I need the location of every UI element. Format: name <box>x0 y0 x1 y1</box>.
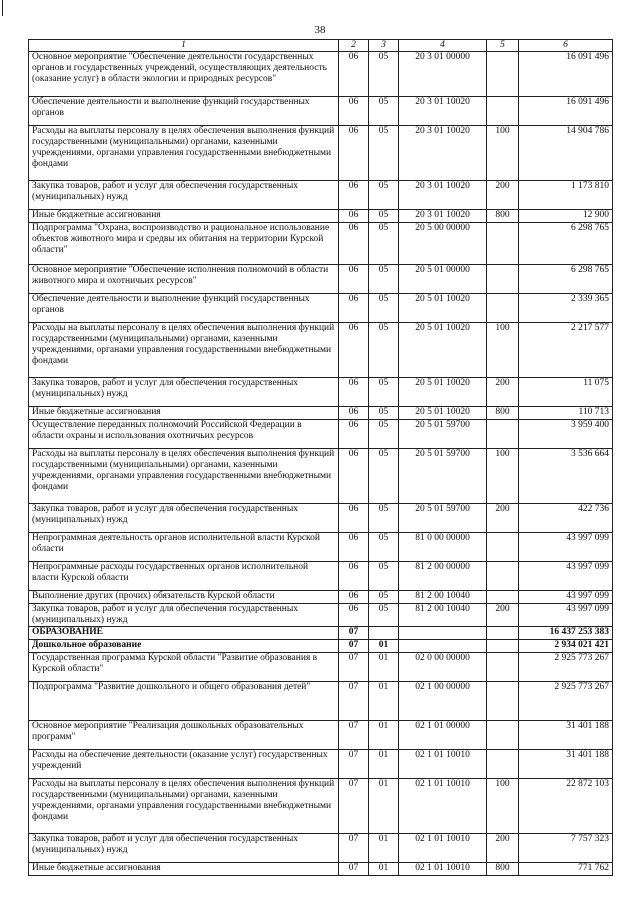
row-expense-type-cell <box>487 653 519 682</box>
col-header-3: 3 <box>369 40 399 52</box>
row-name-cell: Расходы на обеспечение деятельности (оказание услуг) государственных учреждений <box>29 750 339 779</box>
table-row <box>29 181 613 210</box>
row-expense-type-cell: 200 <box>487 834 519 863</box>
row-amount-cell: 1 173 810 <box>519 181 613 210</box>
table-row <box>29 721 613 750</box>
row-expense-type-cell <box>487 97 519 126</box>
row-amount-cell: 16 437 253 383 <box>519 627 613 640</box>
table-row <box>29 604 613 627</box>
row-subsection-cell: 01 <box>369 750 399 779</box>
row-subsection-cell: 05 <box>369 591 399 604</box>
row-name-cell: Иные бюджетные ассигнования <box>29 210 339 223</box>
col-header-4: 4 <box>399 40 487 52</box>
table-row <box>29 97 613 126</box>
row-expense-type-cell <box>487 591 519 604</box>
row-subsection-cell: 01 <box>369 779 399 834</box>
row-subsection-cell: 05 <box>369 420 399 449</box>
column-number-row <box>29 40 613 52</box>
row-subsection-cell: 01 <box>369 863 399 876</box>
table-row <box>29 750 613 779</box>
row-target-article-cell: 81 2 00 10040 <box>399 604 487 627</box>
row-name-cell: Выполнение других (прочих) обязательств Курской области <box>29 591 339 604</box>
table-row <box>29 294 613 323</box>
row-amount-cell: 43 997 099 <box>519 533 613 562</box>
row-expense-type-cell: 200 <box>487 181 519 210</box>
table-row <box>29 378 613 407</box>
row-target-article-cell: 20 5 01 10020 <box>399 294 487 323</box>
row-expense-type-cell: 100 <box>487 449 519 504</box>
row-amount-cell: 6 298 765 <box>519 223 613 265</box>
table-row <box>29 323 613 378</box>
row-section-cell: 07 <box>339 721 369 750</box>
row-section-cell: 06 <box>339 210 369 223</box>
row-section-cell: 06 <box>339 591 369 604</box>
row-amount-cell: 22 872 103 <box>519 779 613 834</box>
row-subsection-cell: 05 <box>369 265 399 294</box>
row-section-cell: 06 <box>339 562 369 591</box>
row-section-cell: 06 <box>339 504 369 533</box>
row-section-cell: 07 <box>339 627 369 640</box>
row-target-article-cell: 20 5 01 59700 <box>399 420 487 449</box>
row-name-cell: Закупка товаров, работ и услуг для обеспечения государственных (муниципальных) нужд <box>29 604 339 627</box>
row-expense-type-cell <box>487 420 519 449</box>
row-amount-cell: 43 997 099 <box>519 604 613 627</box>
row-amount-cell: 43 997 099 <box>519 562 613 591</box>
row-expense-type-cell: 800 <box>487 210 519 223</box>
row-amount-cell: 12 900 <box>519 210 613 223</box>
page-edge-mark <box>2 0 3 16</box>
row-section-cell: 07 <box>339 653 369 682</box>
table-row <box>29 533 613 562</box>
row-name-cell: Обеспечение деятельности и выполнение функций государственных органов <box>29 294 339 323</box>
row-section-cell: 06 <box>339 181 369 210</box>
row-amount-cell: 11 075 <box>519 378 613 407</box>
row-name-cell: Подпрограмма "Развитие дошкольного и общего образования детей" <box>29 682 339 721</box>
row-target-article-cell: 02 1 01 00000 <box>399 721 487 750</box>
row-expense-type-cell: 200 <box>487 378 519 407</box>
row-target-article-cell: 20 5 00 00000 <box>399 223 487 265</box>
table-row <box>29 223 613 265</box>
row-target-article-cell: 02 1 01 10010 <box>399 779 487 834</box>
row-name-cell: Обеспечение деятельности и выполнение функций государственных органов <box>29 97 339 126</box>
row-section-cell: 07 <box>339 640 369 653</box>
row-section-cell: 06 <box>339 533 369 562</box>
row-subsection-cell: 05 <box>369 126 399 181</box>
row-amount-cell: 14 904 786 <box>519 126 613 181</box>
row-amount-cell: 2 339 365 <box>519 294 613 323</box>
row-expense-type-cell <box>487 533 519 562</box>
col-header-5: 5 <box>487 40 519 52</box>
row-expense-type-cell <box>487 721 519 750</box>
row-expense-type-cell: 800 <box>487 863 519 876</box>
row-amount-cell: 7 757 323 <box>519 834 613 863</box>
row-subsection-cell: 05 <box>369 378 399 407</box>
row-expense-type-cell: 100 <box>487 323 519 378</box>
row-name-cell: Расходы на выплаты персоналу в целях обеспечения выполнения функций государственными (муниципальными) органами, казенными учреждениями, органами управления государственными внебюджетными фондами <box>29 323 339 378</box>
row-expense-type-cell <box>487 294 519 323</box>
row-name-cell: Расходы на выплаты персоналу в целях обеспечения выполнения функций государственными (муниципальными) органами, казенными учреждениями, органами управления государственными внебюджетными фондами <box>29 779 339 834</box>
row-amount-cell: 3 959 400 <box>519 420 613 449</box>
row-expense-type-cell <box>487 627 519 640</box>
row-section-cell: 06 <box>339 420 369 449</box>
row-subsection-cell: 05 <box>369 323 399 378</box>
row-name-cell: Непрограммные расходы государственных органов исполнительной власти Курской области <box>29 562 339 591</box>
row-name-cell: Непрограммная деятельность органов исполнительной власти Курской области <box>29 533 339 562</box>
row-target-article-cell: 20 3 01 10020 <box>399 210 487 223</box>
table-row <box>29 834 613 863</box>
row-section-cell: 06 <box>339 604 369 627</box>
table-row <box>29 126 613 181</box>
row-target-article-cell: 20 5 01 59700 <box>399 449 487 504</box>
row-target-article-cell: 81 2 00 00000 <box>399 562 487 591</box>
row-expense-type-cell <box>487 750 519 779</box>
row-amount-cell: 16 091 496 <box>519 97 613 126</box>
row-expense-type-cell: 200 <box>487 504 519 533</box>
row-section-cell: 07 <box>339 779 369 834</box>
row-target-article-cell <box>399 640 487 653</box>
row-section-cell: 06 <box>339 265 369 294</box>
row-subsection-cell: 05 <box>369 407 399 420</box>
row-target-article-cell: 81 0 00 00000 <box>399 533 487 562</box>
row-amount-cell: 3 536 664 <box>519 449 613 504</box>
row-amount-cell: 110 713 <box>519 407 613 420</box>
row-expense-type-cell <box>487 682 519 721</box>
row-expense-type-cell: 800 <box>487 407 519 420</box>
row-amount-cell: 2 925 773 267 <box>519 653 613 682</box>
row-target-article-cell: 02 1 01 10010 <box>399 834 487 863</box>
row-target-article-cell: 02 1 01 10010 <box>399 750 487 779</box>
row-target-article-cell: 20 3 01 10020 <box>399 181 487 210</box>
row-section-cell: 06 <box>339 97 369 126</box>
row-subsection-cell: 05 <box>369 604 399 627</box>
row-subsection-cell: 05 <box>369 223 399 265</box>
row-name-cell: Основное мероприятие "Реализация дошкольных образовательных программ" <box>29 721 339 750</box>
row-amount-cell: 2 217 577 <box>519 323 613 378</box>
page-number: 38 <box>314 24 326 36</box>
row-target-article-cell: 20 5 01 59700 <box>399 504 487 533</box>
table-row <box>29 591 613 604</box>
row-subsection-cell: 01 <box>369 640 399 653</box>
row-section-cell: 06 <box>339 407 369 420</box>
row-section-cell: 07 <box>339 682 369 721</box>
row-expense-type-cell: 100 <box>487 779 519 834</box>
row-target-article-cell: 20 3 01 10020 <box>399 97 487 126</box>
table-row <box>29 407 613 420</box>
row-name-cell: Основное мероприятие "Обеспечение деятельности государственных органов и государственных учреждений, осуществляющих деятельность (оказание услуг) в области экологии и природных ресурсов" <box>29 52 339 97</box>
row-subsection-cell: 05 <box>369 533 399 562</box>
row-name-cell: Расходы на выплаты персоналу в целях обеспечения выполнения функций государственными (муниципальными) органами, казенными учреждениями, органами управления государственными внебюджетными фондами <box>29 449 339 504</box>
table-row <box>29 52 613 97</box>
row-name-cell: Закупка товаров, работ и услуг для обеспечения государственных (муниципальных) нужд <box>29 181 339 210</box>
row-target-article-cell: 81 2 00 10040 <box>399 591 487 604</box>
col-header-1: 1 <box>29 40 339 52</box>
row-target-article-cell: 20 3 01 10020 <box>399 126 487 181</box>
row-name-cell: Иные бюджетные ассигнования <box>29 863 339 876</box>
row-target-article-cell: 20 5 01 10020 <box>399 323 487 378</box>
row-expense-type-cell: 100 <box>487 126 519 181</box>
row-subsection-cell: 01 <box>369 682 399 721</box>
row-expense-type-cell <box>487 640 519 653</box>
row-subsection-cell: 01 <box>369 653 399 682</box>
row-name-cell: Закупка товаров, работ и услуг для обеспечения государственных (муниципальных) нужд <box>29 378 339 407</box>
row-amount-cell: 2 934 021 421 <box>519 640 613 653</box>
row-target-article-cell: 20 5 01 10020 <box>399 407 487 420</box>
budget-table-body <box>29 52 613 876</box>
row-amount-cell: 6 298 765 <box>519 265 613 294</box>
row-subsection-cell: 05 <box>369 210 399 223</box>
table-row <box>29 640 613 653</box>
row-target-article-cell: 20 5 01 10020 <box>399 378 487 407</box>
row-expense-type-cell: 200 <box>487 604 519 627</box>
row-expense-type-cell <box>487 52 519 97</box>
row-subsection-cell: 05 <box>369 52 399 97</box>
row-expense-type-cell <box>487 265 519 294</box>
row-subsection-cell <box>369 627 399 640</box>
row-subsection-cell: 01 <box>369 721 399 750</box>
row-section-cell: 06 <box>339 223 369 265</box>
row-subsection-cell: 05 <box>369 449 399 504</box>
row-subsection-cell: 05 <box>369 97 399 126</box>
row-amount-cell: 31 401 188 <box>519 721 613 750</box>
row-amount-cell: 771 762 <box>519 863 613 876</box>
table-row <box>29 682 613 721</box>
row-subsection-cell: 05 <box>369 562 399 591</box>
row-subsection-cell: 05 <box>369 294 399 323</box>
row-name-cell: Расходы на выплаты персоналу в целях обеспечения выполнения функций государственными (муниципальными) органами, казенными учреждениями, органами управления государственными внебюджетными фондами <box>29 126 339 181</box>
row-subsection-cell: 05 <box>369 181 399 210</box>
row-name-cell: Закупка товаров, работ и услуг для обеспечения государственных (муниципальных) нужд <box>29 834 339 863</box>
row-target-article-cell: 02 1 00 00000 <box>399 682 487 721</box>
table-row <box>29 779 613 834</box>
row-name-cell: Иные бюджетные ассигнования <box>29 407 339 420</box>
row-section-cell: 06 <box>339 294 369 323</box>
table-row <box>29 653 613 682</box>
row-name-cell: ОБРАЗОВАНИЕ <box>29 627 339 640</box>
budget-table <box>28 39 613 876</box>
table-row <box>29 420 613 449</box>
col-header-2: 2 <box>339 40 369 52</box>
row-section-cell: 07 <box>339 863 369 876</box>
table-row <box>29 562 613 591</box>
table-row <box>29 627 613 640</box>
row-target-article-cell: 02 1 01 10010 <box>399 863 487 876</box>
row-section-cell: 07 <box>339 750 369 779</box>
row-amount-cell: 16 091 496 <box>519 52 613 97</box>
row-section-cell: 06 <box>339 126 369 181</box>
row-section-cell: 07 <box>339 834 369 863</box>
row-target-article-cell: 20 5 01 00000 <box>399 265 487 294</box>
col-header-6: 6 <box>519 40 613 52</box>
row-amount-cell: 31 401 188 <box>519 750 613 779</box>
row-section-cell: 06 <box>339 52 369 97</box>
row-amount-cell: 43 997 099 <box>519 591 613 604</box>
row-subsection-cell: 01 <box>369 834 399 863</box>
row-name-cell: Основное мероприятие "Обеспечение исполнения полномочий в области животного мира и охотничьих ресурсов" <box>29 265 339 294</box>
table-row <box>29 449 613 504</box>
row-target-article-cell <box>399 627 487 640</box>
row-section-cell: 06 <box>339 323 369 378</box>
row-subsection-cell: 05 <box>369 504 399 533</box>
row-name-cell: Дошкольное образование <box>29 640 339 653</box>
row-amount-cell: 2 925 773 267 <box>519 682 613 721</box>
row-name-cell: Государственная программа Курской области "Развитие образования в Курской области" <box>29 653 339 682</box>
row-name-cell: Подпрограмма "Охрана, воспроизводство и рациональное использование объектов животного мира и средвы их обитания на территории Курской области" <box>29 223 339 265</box>
row-section-cell: 06 <box>339 378 369 407</box>
table-row <box>29 863 613 876</box>
row-name-cell: Осуществление переданных полномочий Российской Федерации в области охраны и использования охотничьих ресурсов <box>29 420 339 449</box>
table-row <box>29 265 613 294</box>
row-expense-type-cell <box>487 223 519 265</box>
row-section-cell: 06 <box>339 449 369 504</box>
row-expense-type-cell <box>487 562 519 591</box>
row-name-cell: Закупка товаров, работ и услуг для обеспечения государственных (муниципальных) нужд <box>29 504 339 533</box>
row-target-article-cell: 20 3 01 00000 <box>399 52 487 97</box>
table-row <box>29 210 613 223</box>
table-row <box>29 504 613 533</box>
row-target-article-cell: 02 0 00 00000 <box>399 653 487 682</box>
row-amount-cell: 422 736 <box>519 504 613 533</box>
